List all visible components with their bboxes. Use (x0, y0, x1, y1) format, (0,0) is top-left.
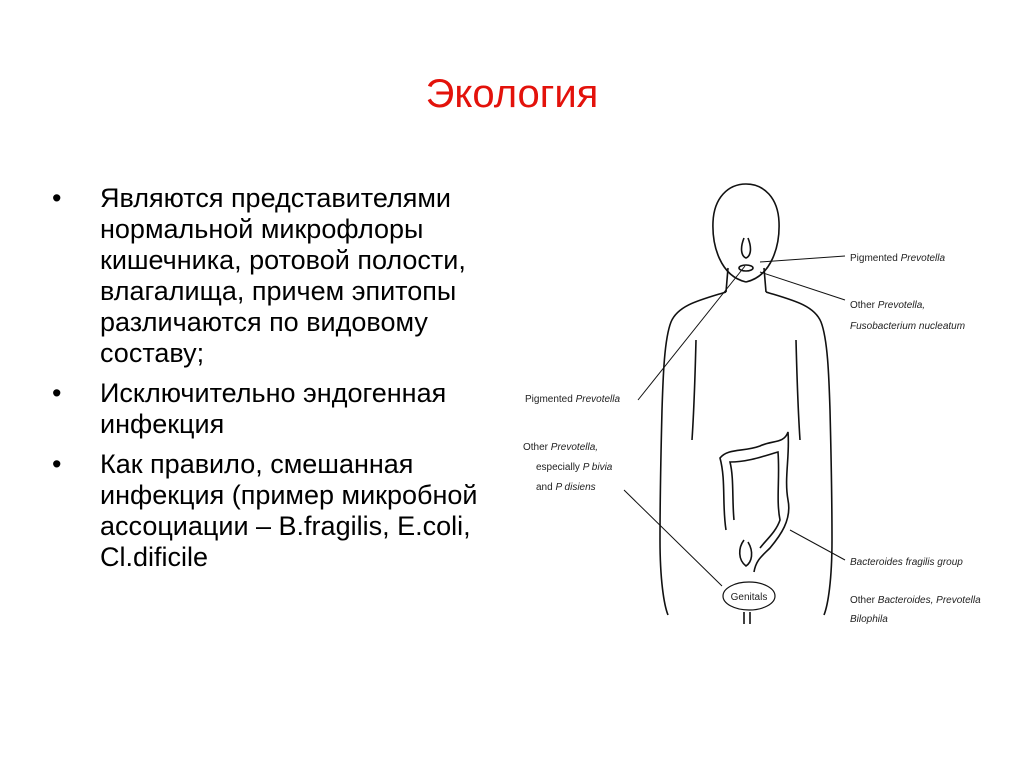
bullet-dot-icon: • (52, 449, 62, 479)
bullet-text: Исключительно эндогенная инфекция (100, 378, 447, 439)
nose-icon (742, 238, 751, 258)
anatomy-figure (505, 175, 1005, 645)
label-pigmented-prevotella-top: Pigmented Prevotella (850, 253, 946, 264)
bullet-item (52, 378, 502, 440)
label-fusobacterium: Fusobacterium nucleatum (850, 321, 966, 332)
torso-left (660, 292, 726, 615)
bullet-list (52, 183, 502, 582)
neck-right (764, 268, 766, 292)
leader-pigmented-left (638, 266, 745, 400)
leader-lines (624, 256, 845, 586)
label-p-disiens: and P disiens (536, 482, 596, 493)
bullet-item (52, 183, 502, 369)
face-features (739, 238, 753, 271)
genitals-label: Genitals (730, 592, 768, 603)
colon-inner (730, 452, 780, 548)
leader-other-left (624, 490, 722, 586)
arm-inner-left (692, 340, 696, 440)
intestine (720, 432, 789, 572)
torso-right (766, 292, 832, 615)
leader-bacteroides (790, 530, 845, 560)
anatomy-diagram (505, 175, 1005, 645)
arm-inner-right (796, 340, 800, 440)
legs-gap (744, 612, 750, 624)
bullet-item (52, 449, 502, 573)
label-pigmented-prevotella-left: Pigmented Prevotella (525, 394, 621, 405)
bullet-text: Являются представителями нормальной микрофлоры кишечника, ротовой полости, влагалища, причем эпитопы различаются по видовому составу; (100, 183, 466, 368)
label-other-prevotella: Other Prevotella, (850, 300, 926, 311)
head-outline (713, 184, 779, 282)
slide-title: Экология (425, 72, 599, 116)
rectum (740, 540, 752, 566)
label-other-bacteroides: Other Bacteroides, Prevotella (850, 595, 981, 606)
label-bacteroides-fragilis: Bacteroides fragilis group (850, 557, 963, 568)
bullet-dot-icon: • (52, 378, 62, 408)
label-other-prevotella-left: Other Prevotella, (523, 442, 599, 453)
label-p-bivia: especially P bivia (536, 462, 613, 473)
bullet-dot-icon: • (52, 183, 62, 213)
label-bilophila: Bilophila (850, 614, 888, 625)
bullet-text: Как правило, смешанная инфекция (пример микробной ассоциации – B.fragilis, E.coli, Cl.dificile (100, 449, 478, 572)
leader-other-prevotella (760, 272, 845, 300)
